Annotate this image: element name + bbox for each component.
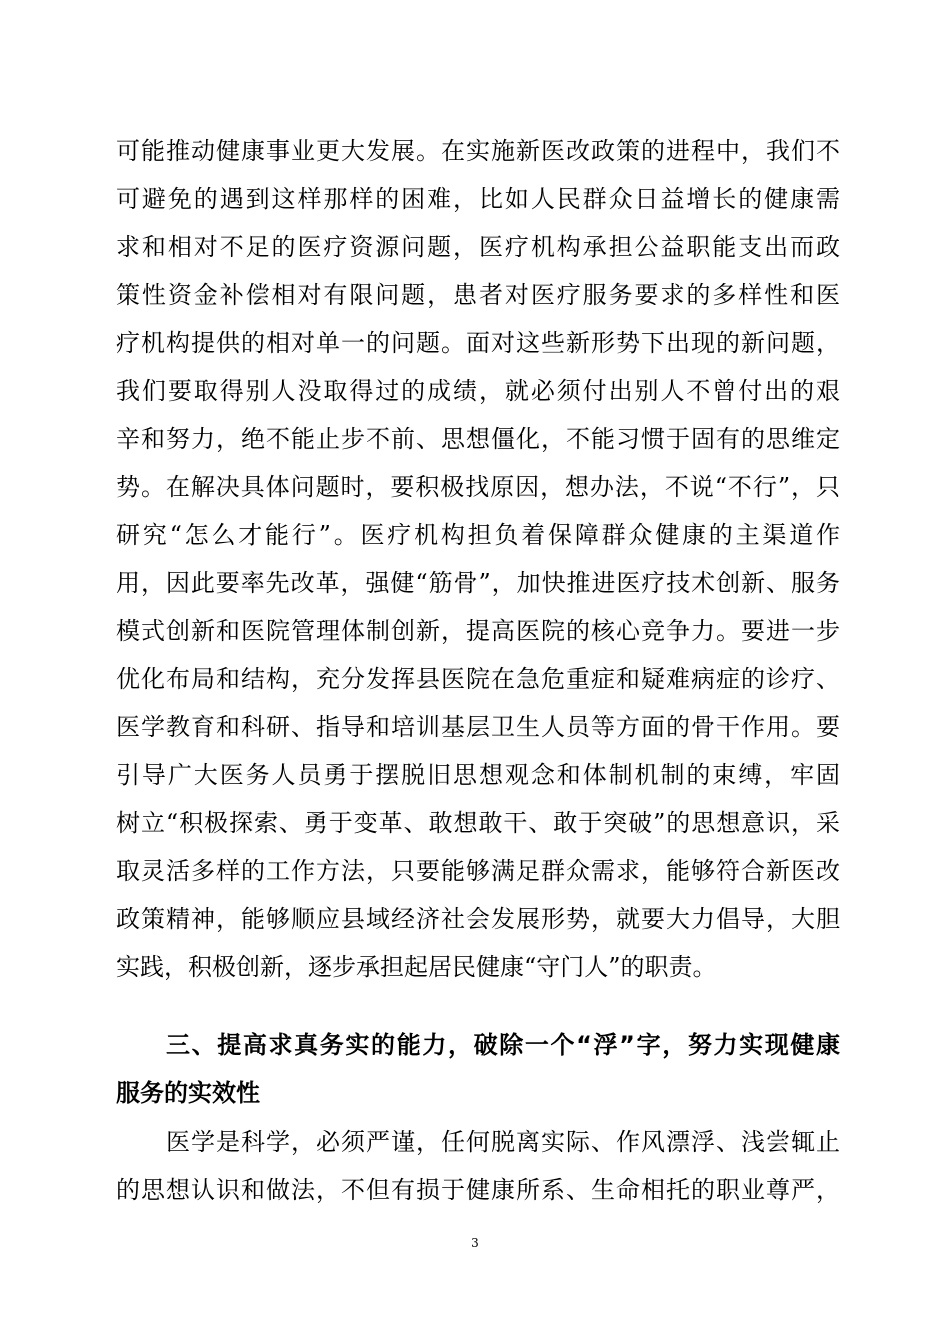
section-paragraph-line-2: 的思想认识和做法，不但有损于健康所系、生命相托的职业尊严， (116, 1176, 840, 1204)
body-line-12: 优化布局和结构，充分发挥县医院在急危重症和疑难病症的诊疗、 (116, 665, 840, 693)
body-line-4: 策性资金补偿相对有限问题，患者对医疗服务要求的多样性和医 (116, 281, 840, 309)
body-line-14: 引导广大医务人员勇于摆脱旧思想观念和体制机制的束缚，牢固 (116, 761, 840, 789)
body-line-2: 可避免的遇到这样那样的困难，比如人民群众日益增长的健康需 (116, 185, 840, 213)
body-line-11: 模式创新和医院管理体制创新，提高医院的核心竞争力。要进一步 (116, 617, 840, 645)
body-line-5: 疗机构提供的相对单一的问题。面对这些新形势下出现的新问题， (116, 329, 840, 357)
body-line-9: 研究“怎么才能行”。医疗机构担负着保障群众健康的主渠道作 (116, 521, 840, 549)
body-line-3: 求和相对不足的医疗资源问题，医疗机构承担公益职能支出而政 (116, 233, 840, 261)
body-line-10: 用，因此要率先改革，强健“筋骨”，加快推进医疗技术创新、服务 (116, 569, 840, 597)
body-line-15: 树立“积极探索、勇于变革、敢想敢干、敢于突破”的思想意识，采 (116, 809, 840, 837)
page-number: 3 (471, 1236, 479, 1250)
body-line-16: 取灵活多样的工作方法，只要能够满足群众需求，能够符合新医改 (116, 857, 840, 885)
body-line-6: 我们要取得别人没取得过的成绩，就必须付出别人不曾付出的艰 (116, 377, 840, 405)
body-line-1: 可能推动健康事业更大发展。在实施新医改政策的进程中，我们不 (116, 137, 840, 165)
body-line-8: 势。在解决具体问题时，要积极找原因，想办法，不说“不行”，只 (116, 473, 840, 501)
section-heading-line-1: 三、提高求真务实的能力，破除一个“浮”字，努力实现健康 (166, 1031, 840, 1059)
body-line-13: 医学教育和科研、指导和培训基层卫生人员等方面的骨干作用。要 (116, 713, 840, 741)
body-line-17: 政策精神，能够顺应县域经济社会发展形势，就要大力倡导，大胆 (116, 905, 840, 933)
section-heading-line-2: 服务的实效性 (116, 1079, 260, 1107)
section-paragraph-line-1: 医学是科学，必须严谨，任何脱离实际、作风漂浮、浅尝辄止 (166, 1128, 840, 1156)
body-line-18: 实践，积极创新，逐步承担起居民健康“守门人”的职责。 (116, 953, 717, 981)
body-line-7: 辛和努力，绝不能止步不前、思想僵化，不能习惯于固有的思维定 (116, 425, 840, 453)
